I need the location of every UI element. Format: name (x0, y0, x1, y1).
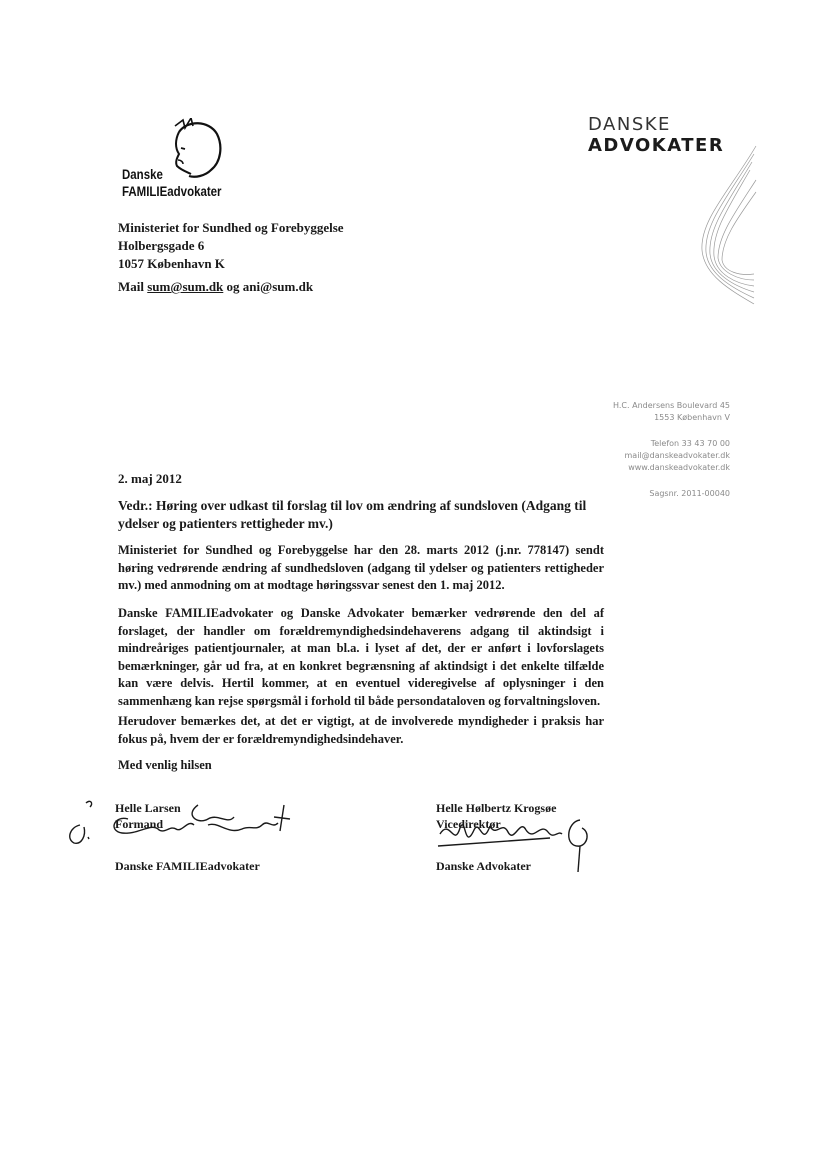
letter-subject: Vedr.: Høring over udkast til forslag til lov om ændring af sundsloven (Adgang til ydelser og patienters rettigheder mv.) (118, 498, 587, 531)
signature-left (115, 800, 260, 874)
body-paragraph-1: Ministeriet for Sundhed og Forebyggelse har den 28. marts 2012 (j.nr. 778147) sendt høring vedrørende ændring af sundhedsloven (adgang til ydelser og patienters rettigheder mv.) med anmodning om at modtage høringssvar senest den 1. maj 2012. (118, 543, 604, 592)
signatory-title: Vicedirektør (436, 817, 501, 831)
recipient-line: Ministeriet for Sundhed og Forebyggelse (118, 220, 344, 235)
mail-prefix: Mail (118, 279, 144, 294)
mail-link[interactable]: sum@sum.dk (147, 279, 224, 294)
body-paragraph-3: Herudover bemærkes det, at det er vigtigt, at de involverede myndigheder i praksis har fokus på, hvem der er forældremyndighedsindehaver. (118, 714, 604, 746)
familie-logo-line1: Danske (122, 166, 163, 182)
sender-address2: 1553 København V (654, 413, 730, 422)
sender-case: Sagsnr. 2011-00040 (649, 489, 730, 498)
signatory-name: Helle Hølbertz Krogsøe (436, 801, 557, 815)
sender-address1: H.C. Andersens Boulevard 45 (613, 401, 730, 410)
danske-logo-line2: ADVOKATER (588, 135, 725, 156)
familie-logo-line2: FAMILIEadvokater (122, 183, 222, 199)
danske-logo-line1: DANSKE (588, 114, 671, 135)
letter-date: 2. maj 2012 (118, 471, 182, 486)
signature-right (436, 800, 556, 874)
signatory-name: Helle Larsen (115, 801, 181, 815)
signatory-org: Danske Advokater (436, 859, 532, 873)
mail-suffix: og ani@sum.dk (226, 279, 314, 294)
signatory-org: Danske FAMILIEadvokater (115, 859, 260, 873)
sender-phone: Telefon 33 43 70 00 (650, 439, 730, 448)
recipient-line: Holbergsgade 6 (118, 238, 205, 253)
sender-info (613, 400, 730, 500)
sender-web: www.danskeadvokater.dk (628, 463, 730, 472)
mail-line (118, 279, 313, 295)
closing-greeting: Med venlig hilsen (118, 758, 212, 772)
swirl-decoration-icon (690, 140, 760, 310)
signatory-title: Formand (115, 817, 163, 831)
recipient-line: 1057 København K (118, 256, 225, 271)
familie-logo-text (122, 166, 222, 200)
sender-email: mail@danskeadvokater.dk (624, 451, 730, 460)
body-paragraph-2: Danske FAMILIEadvokater og Danske Advokater bemærker vedrørende den del af forslaget, der handler om forældremyndighedsindehaverens adgang til aktindsigt i mindreåriges patientjournaler, at man bl.a. i lyset af det, der er anført i lovforslagets bemærkninger, går ud fra, at en konkret begrænsning af aktindsigt i det enkelte tilfælde kan være delvis. Hertil kommer, at en eventuel videregivelse af oplysninger i den sammenhæng kan rejse spørgsmål i forhold til både persondataloven og forvaltningsloven. (118, 606, 604, 708)
recipient-address (118, 219, 344, 273)
